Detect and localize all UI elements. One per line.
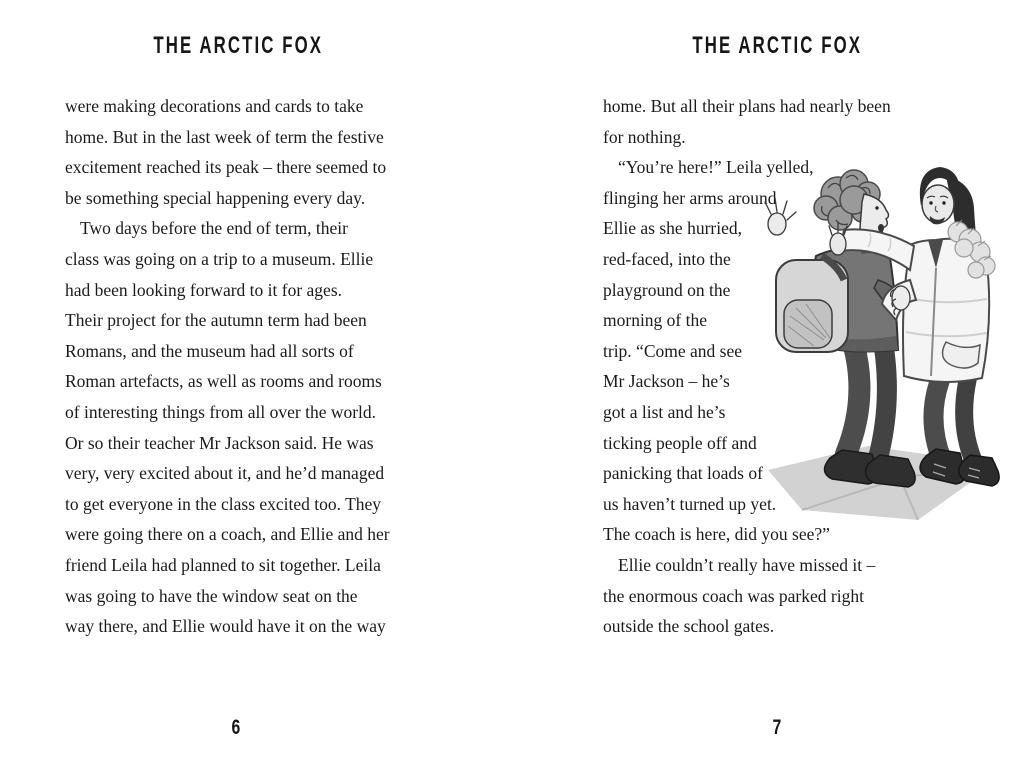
text-line: Ellie as she hurried, — [603, 218, 742, 239]
page-left — [0, 0, 507, 779]
chapter-title: THE ARCTIC FOX — [153, 32, 323, 59]
text-line: to get everyone in the class excited too. They — [65, 493, 382, 514]
ellie-raised-hand — [765, 198, 796, 235]
text-line: got a list and he’s — [603, 401, 726, 422]
text-line: was going to have the window seat on the — [65, 585, 358, 606]
text-line: friend Leila had planned to sit together. Leila — [65, 554, 381, 575]
text-line: way there, and Ellie would have it on the way — [65, 616, 386, 637]
text-line: flinging her arms around — [603, 187, 777, 208]
text-line: panicking that loads of — [603, 463, 763, 484]
text-line: Mr Jackson – he’s — [603, 371, 730, 392]
ellie-figure — [765, 170, 915, 487]
text-line: had been looking forward to it for ages. — [65, 279, 343, 300]
ellie-backpack — [776, 256, 848, 352]
page-number-right: 7 — [772, 716, 782, 739]
running-header-right — [541, 32, 1014, 60]
text-line: the enormous coach was parked right — [603, 585, 864, 606]
text-line: of interesting things from all over the world. — [65, 401, 377, 422]
chapter-title: THE ARCTIC FOX — [692, 32, 863, 59]
page-number-left: 6 — [231, 716, 241, 739]
text-line: us haven’t turned up yet. — [603, 493, 777, 514]
text-line: morning of the — [603, 310, 708, 331]
text-line: The coach is here, did you see?” — [603, 524, 830, 545]
running-header-left — [0, 32, 476, 60]
text-line: playground on the — [603, 279, 731, 300]
text-line: Romans, and the museum had all sorts of — [65, 340, 354, 361]
text-line: excitement reached its peak – there seemed to — [65, 157, 387, 178]
text-line: be something special happening every day. — [65, 187, 366, 208]
text-line: Ellie couldn’t really have missed it – — [618, 554, 876, 575]
text-line: class was going on a trip to a museum. Ellie — [65, 248, 374, 269]
text-line: Their project for the autumn term had been — [65, 310, 367, 331]
text-line: were going there on a coach, and Ellie and her — [65, 524, 390, 545]
text-line: home. But all their plans had nearly been — [603, 96, 891, 116]
text-line: Two days before the end of term, their — [80, 218, 348, 239]
text-line: Roman artefacts, as well as rooms and rooms — [65, 371, 382, 392]
text-line: trip. “Come and see — [603, 340, 742, 361]
text-line: Or so their teacher Mr Jackson said. He was — [65, 432, 374, 453]
text-line: red-faced, into the — [603, 248, 731, 269]
text-line: outside the school gates. — [603, 616, 775, 637]
illustration-two-girls-greeting — [750, 148, 1002, 526]
text-line: home. But in the last week of term the festive — [65, 126, 384, 147]
text-line: very, very excited about it, and he’d managed — [65, 463, 385, 484]
text-line: were making decorations and cards to take — [65, 96, 364, 116]
page-right — [507, 0, 1014, 779]
text-line: “You’re here!” Leila yelled, — [618, 157, 814, 178]
text-line: for nothing. — [603, 126, 686, 147]
body-text-left — [65, 91, 390, 642]
text-line: ticking people off and — [603, 432, 757, 453]
